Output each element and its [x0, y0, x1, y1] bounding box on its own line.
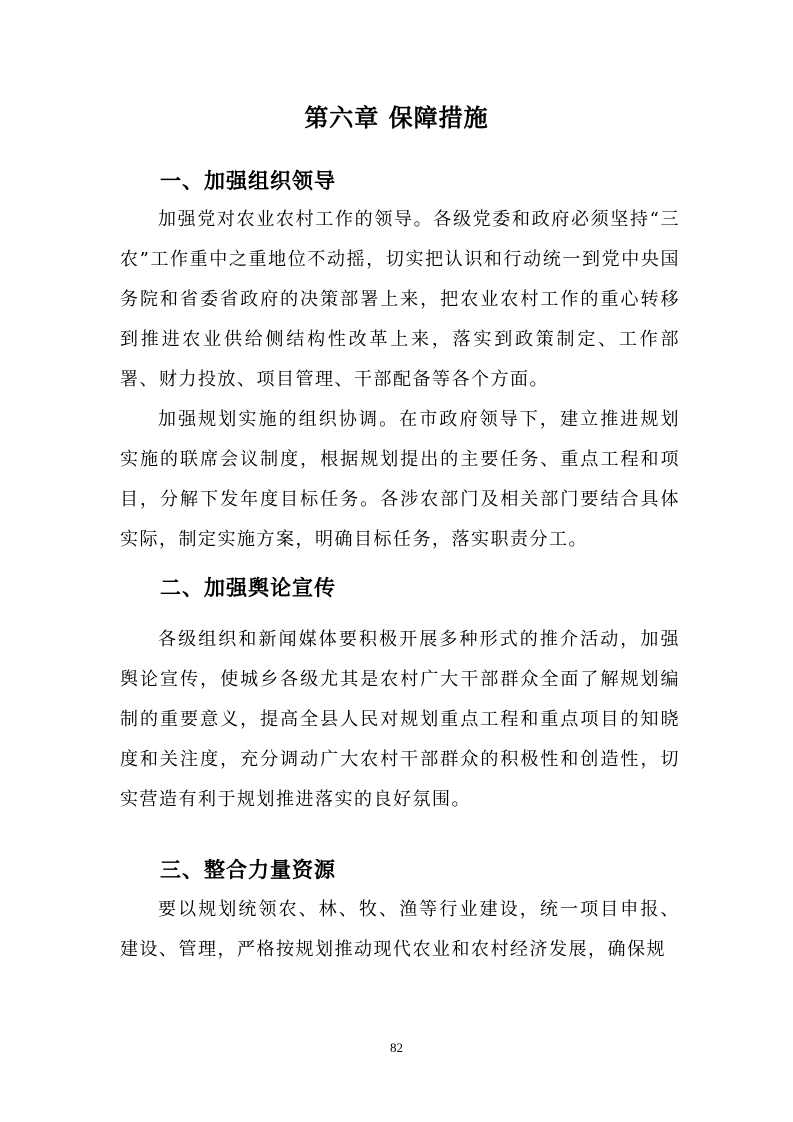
- paragraph: 要以规划统领农、林、牧、渔等行业建设，统一项目申报、建设、管理，严格按规划推动现代农业和农村经济发展，确保规: [120, 899, 680, 960]
- section-heading-1: 一、加强组织领导: [160, 169, 336, 193]
- page-number: 82: [390, 1040, 403, 1055]
- paragraph: 加强规划实施的组织协调。在市政府领导下，建立推进规划实施的联席会议制度，根据规划提出的主要任务、重点工程和项目，分解下发年度目标任务。各涉农部门及相关部门要结合具体实际，制定实施方案，明确目标任务，落实职责分工。: [120, 409, 680, 550]
- section-heading-3: 三、整合力量资源: [160, 858, 336, 882]
- paragraph: 各级组织和新闻媒体要积极开展多种形式的推介活动，加强舆论宣传，使城乡各级尤其是农村广大干部群众全面了解规划编制的重要意义，提高全县人民对规划重点工程和重点项目的知晓度和关注度，充分调动广大农村干部群众的积极性和创造性，切实营造有利于规划推进落实的良好氛围。: [120, 629, 680, 810]
- section-heading-2: 二、加强舆论宣传: [160, 576, 336, 600]
- paragraph: 加强党对农业农村工作的领导。各级党委和政府必须坚持“三农”工作重中之重地位不动摇，切实把认识和行动统一到党中央国务院和省委省政府的决策部署上来，把农业农村工作的重心转移到推进农业供给侧结构性改革上来，落实到政策制定、工作部署、财力投放、项目管理、干部配备等各个方面。: [120, 209, 680, 390]
- chapter-title: 第六章 保障措施: [304, 104, 489, 132]
